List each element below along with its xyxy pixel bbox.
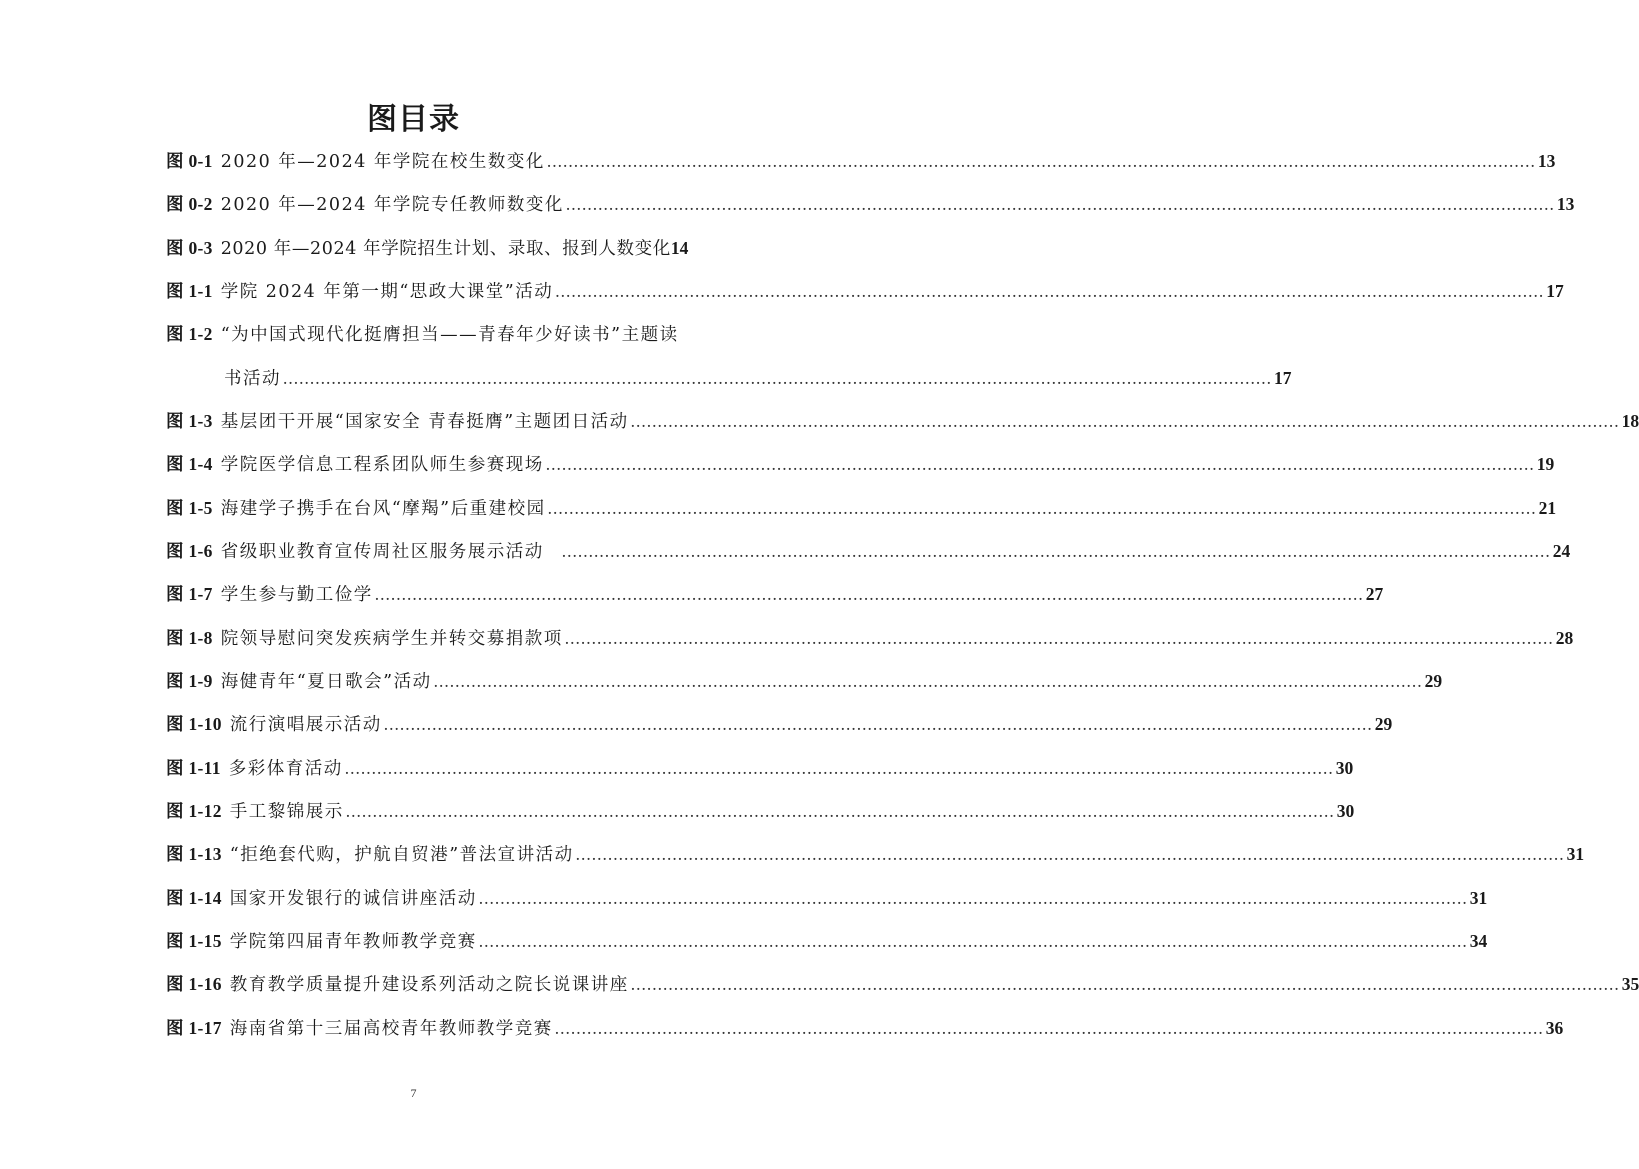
page-ref: 13 bbox=[1537, 151, 1556, 171]
figure-label: 图 1-12 bbox=[166, 801, 222, 821]
figure-label: 图 1-3 bbox=[166, 411, 213, 431]
toc-entry[interactable] bbox=[166, 537, 1571, 565]
figure-title: 多彩体育活动 bbox=[228, 759, 343, 779]
figure-label: 图 1-9 bbox=[166, 671, 213, 691]
page-number: 7 bbox=[410, 1086, 417, 1100]
figure-title: “为中国式现代化挺膺担当——青春年少好读书”主题读 bbox=[220, 325, 679, 345]
toc-entry[interactable] bbox=[166, 277, 1564, 305]
dot-leader bbox=[576, 840, 1565, 868]
dot-leader bbox=[479, 927, 1468, 955]
dot-leader bbox=[631, 970, 1620, 998]
toc-entry[interactable] bbox=[166, 927, 1488, 955]
toc-entry[interactable] bbox=[166, 234, 704, 262]
figure-title: 海南省第十三届高校青年教师教学竞赛 bbox=[229, 1019, 553, 1039]
figure-label: 图 1-13 bbox=[166, 844, 222, 864]
figure-label: 图 1-4 bbox=[166, 454, 213, 474]
dot-leader bbox=[547, 147, 1536, 175]
figure-title: 海建学子携手在台风“摩羯”后重建校园 bbox=[220, 499, 546, 519]
figure-label: 图 1-7 bbox=[166, 584, 213, 604]
dot-leader bbox=[548, 494, 1537, 522]
page-ref: 29 bbox=[1374, 714, 1393, 734]
figure-label: 图 1-17 bbox=[166, 1018, 222, 1038]
figure-title: “拒绝套代购，护航自贸港”普法宣讲活动 bbox=[229, 845, 574, 865]
dot-leader bbox=[346, 797, 1335, 825]
figure-title: 学院第四届青年教师教学竞赛 bbox=[229, 932, 477, 952]
figure-title: 学院 2024 年第一期“思政大课堂”活动 bbox=[220, 282, 554, 302]
dot-leader bbox=[631, 407, 1620, 435]
figure-title-continuation: 书活动 bbox=[224, 369, 281, 389]
page-ref: 29 bbox=[1424, 671, 1443, 691]
figure-label: 图 1-2 bbox=[166, 324, 213, 344]
page-ref: 14 bbox=[670, 238, 689, 258]
toc-entry-continuation[interactable] bbox=[224, 364, 1292, 392]
toc-entry[interactable] bbox=[166, 667, 1443, 695]
toc-entry[interactable] bbox=[166, 970, 1639, 998]
figure-label: 图 0-3 bbox=[166, 238, 213, 258]
figure-label: 图 0-1 bbox=[166, 151, 213, 171]
dot-leader bbox=[555, 1014, 1544, 1042]
toc-entry[interactable] bbox=[166, 407, 1639, 435]
page-ref: 13 bbox=[1556, 194, 1575, 214]
dot-leader bbox=[345, 754, 1334, 782]
dot-leader bbox=[565, 624, 1554, 652]
figure-title: 2020 年—2024 年学院专任教师数变化 bbox=[220, 195, 564, 215]
dot-leader bbox=[479, 884, 1468, 912]
toc-entry[interactable] bbox=[166, 190, 1575, 218]
figure-label: 图 1-15 bbox=[166, 931, 222, 951]
toc-entry[interactable] bbox=[166, 450, 1555, 478]
toc-entry[interactable] bbox=[166, 797, 1355, 825]
page-ref: 34 bbox=[1469, 931, 1488, 951]
page-ref: 17 bbox=[1274, 368, 1292, 388]
toc-entry[interactable] bbox=[166, 494, 1557, 522]
figure-title: 学生参与勤工俭学 bbox=[220, 585, 373, 605]
figure-label: 图 1-11 bbox=[166, 758, 221, 778]
dot-leader bbox=[434, 667, 1423, 695]
figure-label: 图 0-2 bbox=[166, 194, 213, 214]
page-ref: 21 bbox=[1538, 498, 1557, 518]
page-ref: 30 bbox=[1335, 758, 1354, 778]
dot-leader bbox=[283, 364, 1272, 392]
page-ref: 19 bbox=[1536, 454, 1555, 474]
dot-leader bbox=[375, 580, 1364, 608]
figure-title: 手工黎锦展示 bbox=[229, 802, 344, 822]
figure-label: 图 1-8 bbox=[166, 628, 213, 648]
figure-title: 院领导慰问突发疾病学生并转交募捐款项 bbox=[220, 629, 563, 649]
page-ref: 17 bbox=[1546, 281, 1564, 301]
toc-entry[interactable] bbox=[166, 580, 1384, 608]
figure-label: 图 1-16 bbox=[166, 974, 222, 994]
figure-label: 图 1-5 bbox=[166, 498, 213, 518]
page-ref: 27 bbox=[1365, 584, 1384, 604]
dot-leader bbox=[546, 450, 1535, 478]
toc-entry[interactable] bbox=[166, 1014, 1564, 1042]
toc-entry[interactable] bbox=[166, 840, 1585, 868]
page-ref: 28 bbox=[1555, 628, 1574, 648]
toc-entry[interactable] bbox=[166, 754, 1354, 782]
page-ref: 31 bbox=[1566, 844, 1585, 864]
toc-entry[interactable] bbox=[166, 320, 704, 348]
figure-title: 2020 年—2024 年学院招生计划、录取、报到人数变化 bbox=[220, 239, 671, 259]
figure-title: 海健青年“夏日歌会”活动 bbox=[220, 672, 432, 692]
figure-title: 基层团干开展“国家安全 青春挺膺”主题团日活动 bbox=[220, 412, 629, 432]
page-ref: 30 bbox=[1336, 801, 1355, 821]
page-title: 图目录 bbox=[367, 102, 460, 137]
page-ref: 36 bbox=[1545, 1018, 1564, 1038]
figure-title: 国家开发银行的诚信讲座活动 bbox=[229, 889, 477, 909]
toc-entry[interactable] bbox=[166, 884, 1488, 912]
figure-label: 图 1-14 bbox=[166, 888, 222, 908]
figure-title: 省级职业教育宣传周社区服务展示活动 bbox=[220, 542, 544, 562]
figure-title: 教育教学质量提升建设系列活动之院长说课讲座 bbox=[229, 975, 629, 995]
figure-title: 2020 年—2024 年学院在校生数变化 bbox=[220, 152, 545, 172]
dot-leader bbox=[384, 710, 1373, 738]
figure-title: 流行演唱展示活动 bbox=[229, 715, 382, 735]
toc-entry[interactable] bbox=[166, 147, 1556, 175]
page-ref: 18 bbox=[1621, 411, 1639, 431]
page-ref: 31 bbox=[1469, 888, 1488, 908]
figure-label: 图 1-10 bbox=[166, 714, 222, 734]
dot-leader bbox=[555, 277, 1544, 305]
figure-title: 学院医学信息工程系团队师生参赛现场 bbox=[220, 455, 544, 475]
page-ref: 35 bbox=[1621, 974, 1639, 994]
toc-entry[interactable] bbox=[166, 624, 1574, 652]
dot-leader bbox=[562, 537, 1551, 565]
page-ref: 24 bbox=[1552, 541, 1571, 561]
toc-entry[interactable] bbox=[166, 710, 1393, 738]
figure-label: 图 1-6 bbox=[166, 541, 213, 561]
dot-leader bbox=[566, 190, 1555, 218]
figure-label: 图 1-1 bbox=[166, 281, 213, 301]
